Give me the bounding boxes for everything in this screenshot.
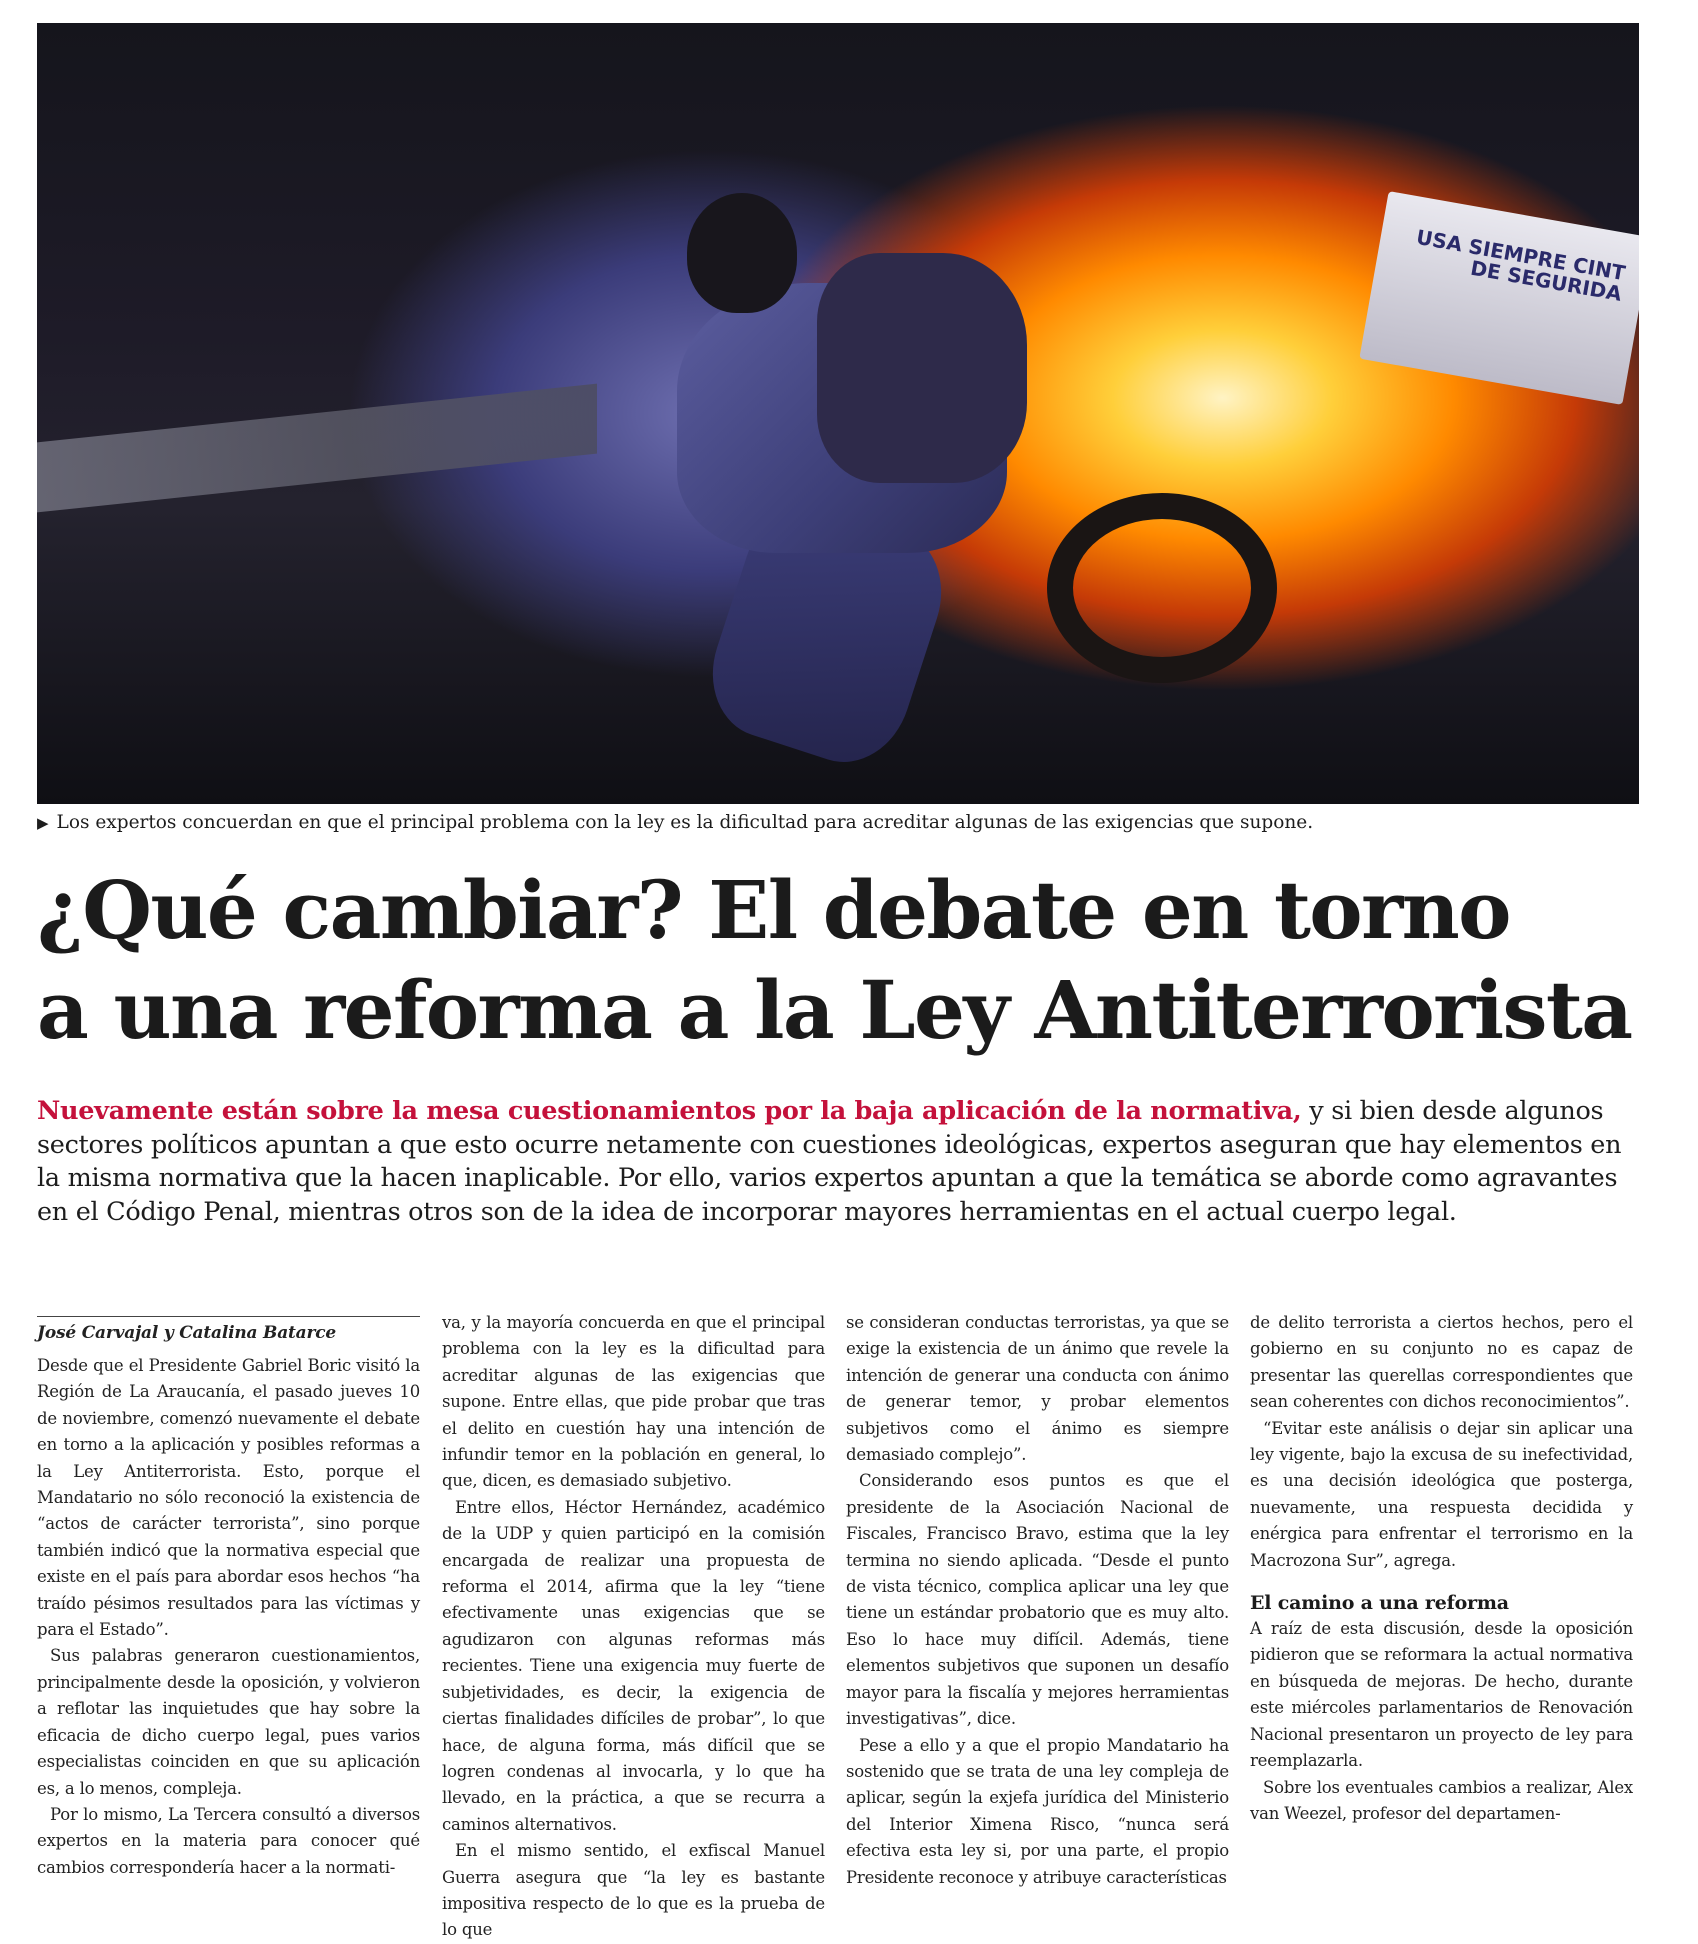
column-3 — [846, 1310, 1229, 1891]
paragraph: Sobre los eventuales cambios a realizar, Alex van Weezel, profesor del departamen- — [1250, 1777, 1633, 1823]
lead-paragraph — [37, 1095, 1647, 1229]
byline: José Carvajal y Catalina Batarce — [37, 1316, 420, 1345]
paragraph: Desde que el Presidente Gabriel Boric visitó la Región de La Araucanía, el pasado jueves 10 de noviembre, comenzó nuevamente el debate en torno a la aplicación y posibles reformas a la Ley Antiterrorista. Esto, porque el Mandatario no sólo reconoció la existencia de “actos de carácter terrorista”, sino porque también indicó que la normativa especial que existe en el país para abordar esos hechos “ha traído pésimos resultados para las víctimas y para el Estado”. — [37, 1356, 420, 1640]
column-1 — [37, 1316, 420, 1881]
paragraph: Considerando esos puntos es que el presidente de la Asociación Nacional de Fiscales, Francisco Bravo, estima que la ley termina no siendo aplicada. “Desde el punto de vista técnico, complica aplicar una ley que tiene un estándar probatorio que es muy alto. Eso lo hace muy difícil. Además, tiene elementos subjetivos que suponen un desafío mayor para la fiscalía y mejores herramientas investigativas”, dice. — [846, 1471, 1229, 1729]
paragraph: se consideran conductas terroristas, ya que se exige la existencia de un ánimo que revele la intención de generar una conducta con ánimo de generar temor, y probar elementos subjetivos como el ánimo es siempre demasiado complejo”. — [846, 1313, 1229, 1465]
column-4 — [1250, 1310, 1633, 1827]
roadside-sign — [1359, 191, 1639, 405]
headline-line-1: ¿Qué cambiar? El debate en torno — [37, 863, 1510, 957]
photo-caption — [37, 812, 1313, 833]
road-stripe — [37, 384, 597, 513]
article-photo — [37, 23, 1639, 804]
paragraph: va, y la mayoría concuerda en que el principal problema con la ley es la dificultad para acreditar algunas de las exigencias que supone. Entre ellas, que pide probar que tras el delito en cuestión hay una intención de infundir temor en la población en general, lo que, dicen, es demasiado subjetivo. — [442, 1313, 825, 1491]
caption-arrow-icon: ▶ — [37, 814, 49, 832]
column-2 — [442, 1310, 825, 1944]
protester-head — [687, 193, 797, 313]
paragraph: Por lo mismo, La Tercera consultó a diversos expertos en la materia para conocer qué cambios correspondería hacer a la normati- — [37, 1804, 420, 1877]
burning-tire — [1047, 493, 1277, 683]
headline — [37, 860, 1657, 1060]
paragraph: Entre ellos, Héctor Hernández, académico de la UDP y quien participó en la comisión encargada de realizar una propuesta de reforma el 2014, afirma que la ley “tiene efectivamente unas exigencias que se agudizaron con algunas reformas más recientes. Tiene una exigencia muy fuerte de subjetividades, es decir, la exigencia de ciertas finalidades difíciles de probar”, lo que hace, de alguna forma, más difícil que se logren condenas al invocarla, y lo que ha llevado, en la práctica, a que se recurra a caminos alternativos. — [442, 1497, 825, 1834]
protester-backpack — [817, 253, 1027, 483]
paragraph: A raíz de esta discusión, desde la oposición pidieron que se reformara la actual normativa en búsqueda de mejoras. De hecho, durante este miércoles parlamentarios de Renovación Nacional presentaron un proyecto de ley para reemplazarla. — [1250, 1619, 1633, 1771]
paragraph: “Evitar este análisis o dejar sin aplicar una ley vigente, bajo la excusa de su inefectividad, es una decisión ideológica que posterga, nuevamente, una respuesta decidida y enérgica para enfrentar el terrorismo en la Macrozona Sur”, agrega. — [1250, 1418, 1633, 1570]
section-subhead: El camino a una reforma — [1250, 1592, 1509, 1615]
paragraph: Sus palabras generaron cuestionamientos, principalmente desde la oposición, y volvieron a reflotar las inquietudes que hay sobre la eficacia de dicho cuerpo legal, pues varios especialistas coinciden en que su aplicación es, a lo menos, compleja. — [37, 1646, 420, 1798]
sign-text: USA SIEMPRE CINT DE SEGURIDA — [1414, 224, 1628, 306]
paragraph: En el mismo sentido, el exfiscal Manuel Guerra asegura que “la ley es bastante impositiva respecto de lo que es la prueba de lo que — [442, 1841, 825, 1940]
protester-figure — [647, 173, 1067, 753]
caption-text: Los expertos concuerdan en que el principal problema con la ley es la dificultad para acreditar algunas de las exigencias que supone. — [56, 812, 1314, 833]
lead-highlight: Nuevamente están sobre la mesa cuestionamientos por la baja aplicación de la normativa, — [37, 1096, 1302, 1126]
headline-line-2: a una reforma a la Ley Antiterrorista — [37, 963, 1632, 1057]
paragraph: de delito terrorista a ciertos hechos, pero el gobierno en su conjunto no es capaz de presentar las querellas correspondientes que sean coherentes con dichos reconocimientos”. — [1250, 1313, 1633, 1412]
paragraph: Pese a ello y a que el propio Mandatario ha sostenido que se trata de una ley compleja de aplicar, según la exjefa jurídica del Ministerio del Interior Ximena Risco, “nunca será efectiva esta ley si, por una parte, el propio Presidente reconoce y atribuye características — [846, 1735, 1229, 1887]
lead-rest: y si bien desde algunos sectores políticos apuntan a que esto ocurre netamente con cuestiones ideológicas, expertos aseguran que hay elementos en la misma normativa que la hacen inaplicable. Por ello, varios expertos apuntan a que la temática se aborde como agravantes en el Código Penal, mientras otros son de la idea de incorporar mayores herramientas en el actual cuerpo legal. — [37, 1096, 1622, 1227]
